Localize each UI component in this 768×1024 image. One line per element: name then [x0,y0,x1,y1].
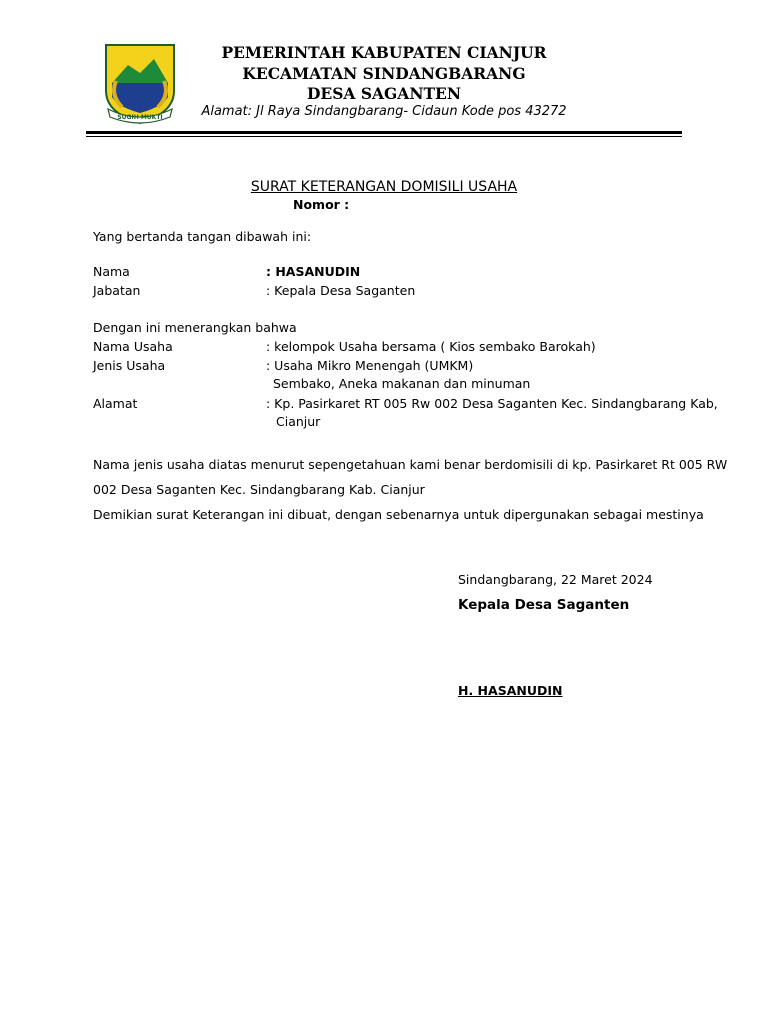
letter-title: SURAT KETERANGAN DOMISILI USAHA [250,179,518,195]
signature-title: Kepala Desa Saganten [458,597,630,613]
intro-text: Yang bertanda tangan dibawah ini: [93,229,312,244]
declare-text: Dengan ini menerangkan bahwa [93,320,297,335]
business-address-label: Alamat [93,396,138,411]
business-name-value: : kelompok Usaha bersama ( Kios sembako Barokah) [266,339,596,354]
business-address-value: : Kp. Pasirkaret RT 005 Rw 002 Desa Saganten Kec. Sindangbarang Kab, [266,396,718,411]
business-type-label: Jenis Usaha [93,358,166,373]
header-government: PEMERINTAH KABUPATEN CIANJUR [221,43,547,62]
business-type-value: : Usaha Mikro Menengah (UMKM) [266,358,474,373]
closing-text: Demikian surat Keterangan ini dibuat, dengan sebenarnya untuk dipergunakan sebagai mestinya [93,507,704,522]
header-rule-thin [86,136,682,137]
header-district: KECAMATAN SINDANGBARANG [242,64,526,83]
signer-name-label: Nama [93,264,130,279]
header-address: Alamat: Jl Raya Sindangbarang- Cidaun Kode pos 43272 [201,104,567,119]
statement-line-2: 002 Desa Saganten Kec. Sindangbarang Kab. Cianjur [93,482,425,497]
business-type-detail: Sembako, Aneka makanan dan minuman [273,376,531,391]
business-address-city: Cianjur [276,414,321,429]
letter-number: Nomor : [293,197,350,212]
signer-name-value: : HASANUDIN [266,264,361,279]
header-rule-thick [86,131,682,134]
signer-position-label: Jabatan [93,283,141,298]
statement-line-1: Nama jenis usaha diatas menurut sepengetahuan kami benar berdomisili di kp. Pasirkaret Rt 005 RW [93,457,728,472]
signature-name: H. HASANUDIN [458,683,563,698]
logo-motto: SUGIH MUKTI [117,114,163,121]
place-date: Sindangbarang, 22 Maret 2024 [458,572,653,587]
header-village: DESA SAGANTEN [306,84,462,103]
signer-position-value: : Kepala Desa Saganten [266,283,416,298]
business-name-label: Nama Usaha [93,339,173,354]
